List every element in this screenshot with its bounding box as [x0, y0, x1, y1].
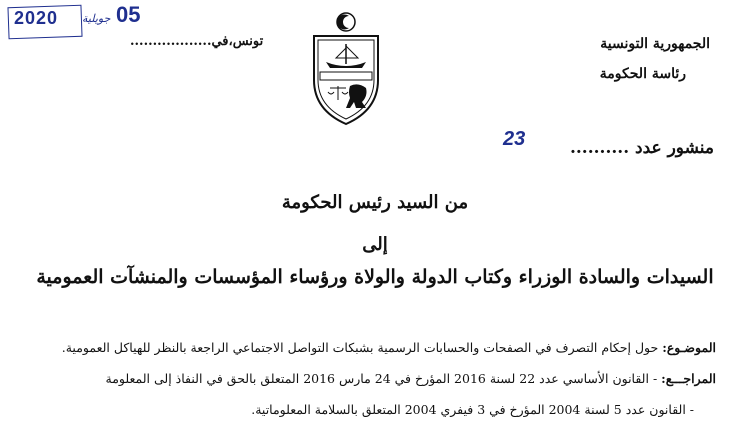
republic-name: الجمهورية التونسية	[600, 36, 710, 52]
references-label: المراجـــع:	[661, 371, 716, 386]
sender-line: من السيد رئيس الحكومة	[281, 192, 469, 213]
references-line	[106, 371, 717, 386]
stamp-month: جويلية	[82, 13, 111, 25]
addressees-line: السيدات والسادة الوزراء وكتاب الدولة والولاة ورؤساء المؤسسات والمنشآت العمومية	[36, 266, 714, 288]
coat-of-arms-icon	[300, 10, 392, 130]
subject-label: الموضـوع:	[662, 340, 716, 355]
to-line: إلى	[362, 234, 388, 255]
presidency-name: رئاسة الحكومة	[599, 66, 686, 82]
circular-number: 23	[503, 128, 526, 150]
subject-line	[62, 340, 716, 355]
reference-2-line: - القانون عدد 5 لسنة 2004 المؤرخ في 3 فيفري 2004 المتعلق بالسلامة المعلوماتية.	[251, 402, 694, 417]
subject-text: حول إحكام التصرف في الصفحات والحسابات الرسمية بشبكات التواصل الاجتماعي الراجعة بالنظر للهياكل العمومية.	[61, 340, 663, 355]
stamp-day: 05	[116, 2, 141, 27]
circular-label: منشور عدد ..........	[569, 138, 714, 158]
place-date: تونس،في..................	[130, 34, 264, 49]
reference-1-text: - القانون الأساسي عدد 22 لسنة 2016 المؤرخ في 24 مارس 2016 المتعلق بالحق في النفاذ إلى المعلومة	[105, 371, 662, 386]
stamp-year: 2020	[14, 8, 59, 28]
